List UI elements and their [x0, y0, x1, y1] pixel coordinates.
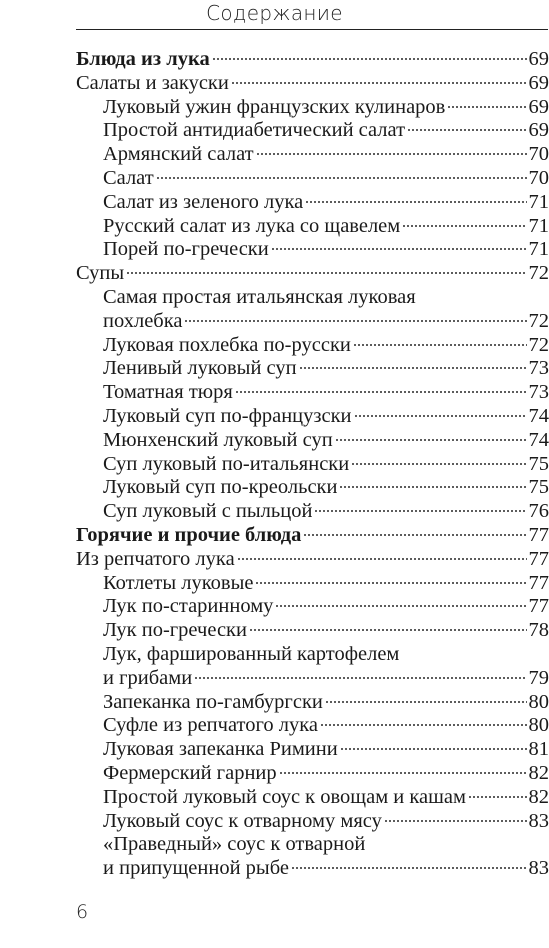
toc-entry-title: Луковый соус к отварному мясу	[103, 809, 382, 832]
toc-entry[interactable]	[76, 691, 549, 715]
toc-entry-page-number: 80	[528, 690, 549, 713]
toc-entry[interactable]	[76, 857, 549, 881]
toc-entry[interactable]	[76, 262, 549, 286]
dot-leader	[402, 224, 526, 228]
toc-entry-title: Запеканка по-гамбургски	[103, 690, 323, 713]
toc-entry[interactable]	[76, 524, 549, 548]
dot-leader	[212, 57, 527, 61]
toc-entry-title: и грибами	[103, 666, 193, 689]
toc-entry[interactable]	[76, 429, 549, 453]
toc-entry-title: Луковая похлебка по-русски	[103, 333, 351, 356]
toc-entry-title: «Праведный» соус к отварной	[103, 833, 366, 856]
dot-leader	[279, 771, 527, 775]
toc-entry-page-number: 72	[528, 333, 549, 356]
dot-leader	[468, 795, 527, 799]
toc-entry-title: Горячие и прочие блюда	[76, 523, 302, 546]
dot-leader	[194, 676, 526, 680]
toc-entry-title: Луковый ужин французских кулинаров	[103, 95, 446, 118]
toc-entry-page-number: 82	[528, 761, 549, 784]
toc-entry[interactable]	[76, 643, 549, 667]
dot-leader	[407, 128, 526, 132]
toc-entry-page-number: 72	[528, 309, 549, 332]
toc-entry-page-number: 77	[528, 547, 549, 570]
toc-entry-page-number: 69	[528, 71, 549, 94]
toc-entry[interactable]	[76, 310, 549, 334]
toc-entry-page-number: 77	[528, 571, 549, 594]
toc-entry-page-number: 73	[528, 381, 549, 404]
toc-entry-page-number: 75	[528, 476, 549, 499]
toc-entry[interactable]	[76, 453, 549, 477]
toc-entry-page-number: 77	[528, 523, 549, 546]
dot-leader	[339, 485, 526, 489]
toc-entry[interactable]	[76, 72, 549, 96]
toc-entry-page-number: 72	[528, 262, 549, 285]
dot-leader	[275, 604, 526, 608]
toc-entry-page-number: 81	[528, 738, 549, 761]
toc-entry-title: Лук по-старинному	[103, 595, 274, 618]
toc-entry-page-number: 75	[528, 452, 549, 475]
toc-entry-title: и припущенной рыбе	[103, 857, 289, 880]
toc-entry-title: Армянский салат	[103, 143, 254, 166]
dot-leader	[351, 462, 526, 466]
toc-entry-title: Луковый суп по-французски	[103, 404, 352, 427]
toc-entry-page-number: 79	[528, 666, 549, 689]
toc-entry-title: Фермерский гарнир	[103, 761, 277, 784]
dot-leader	[314, 509, 526, 513]
toc-entry-title: Луковый суп по-креольски	[103, 476, 338, 499]
toc-entry-page-number: 70	[528, 166, 549, 189]
dot-leader	[320, 723, 527, 727]
toc-entry[interactable]	[76, 762, 549, 786]
toc-entry[interactable]	[76, 476, 549, 500]
toc-entry[interactable]	[76, 738, 549, 762]
dot-leader	[325, 700, 527, 704]
dot-leader	[231, 81, 527, 85]
toc-entry-page-number: 76	[528, 500, 549, 523]
toc-entry[interactable]	[76, 334, 549, 358]
toc-entry-title: Котлеты луковые	[103, 571, 254, 594]
toc-entry[interactable]	[76, 500, 549, 524]
toc-entry[interactable]	[76, 405, 549, 429]
toc-entry-page-number: 71	[528, 238, 549, 261]
toc-entry-title: Салаты и закуски	[76, 71, 229, 94]
toc-entry-page-number: 74	[528, 404, 549, 427]
toc-entry-page-number: 80	[528, 714, 549, 737]
toc-entry-title: похлебка	[103, 309, 183, 332]
table-of-contents	[76, 48, 549, 881]
dot-leader	[184, 319, 526, 323]
toc-entry-title: Суфле из репчатого лука	[103, 714, 318, 737]
toc-entry-title: Самая простая итальянская луковая	[103, 285, 416, 308]
dot-leader	[447, 105, 526, 109]
toc-entry-page-number: 71	[528, 190, 549, 213]
toc-entry-title: Из репчатого лука	[76, 547, 235, 570]
toc-entry-page-number: 83	[528, 809, 549, 832]
toc-entry[interactable]	[76, 595, 549, 619]
toc-entry-title: Салат	[103, 166, 154, 189]
dot-leader	[340, 747, 527, 751]
toc-entry[interactable]	[76, 619, 549, 643]
toc-entry-page-number: 69	[528, 48, 549, 70]
dot-leader	[384, 819, 527, 823]
dot-leader	[235, 390, 527, 394]
toc-entry-title: Суп луковый с пыльцой	[103, 500, 313, 523]
toc-entry-title: Русский салат из лука со щавелем	[103, 214, 401, 237]
page-number: 6	[76, 901, 89, 923]
toc-entry[interactable]	[76, 548, 549, 572]
toc-entry-page-number: 83	[528, 857, 549, 880]
toc-entry-page-number: 71	[528, 214, 549, 237]
dot-leader	[353, 343, 527, 347]
toc-entry-title: Луковая запеканка Римини	[103, 738, 338, 761]
toc-entry-title: Мюнхенский луковый суп	[103, 428, 333, 451]
toc-entry[interactable]	[76, 786, 549, 810]
toc-entry[interactable]	[76, 381, 549, 405]
page-header	[0, 0, 549, 30]
toc-entry-title: Ленивый луковый суп	[103, 357, 297, 380]
dot-leader	[249, 628, 527, 632]
toc-entry-page-number: 69	[528, 95, 549, 118]
dot-leader	[354, 414, 527, 418]
toc-entry-title: Супы	[76, 262, 125, 285]
toc-entry-page-number: 70	[528, 143, 549, 166]
toc-entry-title: Порей по-гречески	[103, 238, 269, 261]
toc-entry[interactable]	[76, 833, 549, 857]
dot-leader	[126, 271, 526, 275]
dot-leader	[335, 438, 527, 442]
dot-leader	[271, 247, 527, 251]
dot-leader	[305, 200, 526, 204]
toc-entry-page-number: 78	[528, 619, 549, 642]
toc-entry-title: Простой луковый соус к овощам и кашам	[103, 785, 466, 808]
toc-entry[interactable]	[76, 48, 549, 72]
toc-entry-title: Простой антидиабетический салат	[103, 119, 406, 142]
toc-entry-title: Суп луковый по-итальянски	[103, 452, 350, 475]
toc-entry[interactable]	[76, 714, 549, 738]
toc-entry[interactable]	[76, 143, 549, 167]
toc-entry[interactable]	[76, 215, 549, 239]
header-divider	[76, 29, 548, 30]
toc-entry-page-number: 77	[528, 595, 549, 618]
dot-leader	[237, 557, 527, 561]
toc-entry[interactable]	[76, 119, 549, 143]
toc-entry-page-number: 73	[528, 357, 549, 380]
toc-entry-title: Блюда из лука	[76, 48, 210, 70]
toc-entry[interactable]	[76, 572, 549, 596]
dot-leader	[291, 866, 527, 870]
toc-entry[interactable]	[76, 238, 549, 262]
dot-leader	[256, 152, 527, 156]
toc-entry-title: Лук по-гречески	[103, 619, 247, 642]
toc-entry[interactable]	[76, 810, 549, 834]
toc-entry[interactable]	[76, 357, 549, 381]
toc-entry-page-number: 82	[528, 785, 549, 808]
dot-leader	[299, 366, 527, 370]
dot-leader	[156, 176, 527, 180]
dot-leader	[303, 533, 526, 537]
toc-entry-title: Салат из зеленого лука	[103, 190, 304, 213]
toc-entry-page-number: 74	[528, 428, 549, 451]
toc-entry-title: Томатная тюря	[103, 381, 233, 404]
toc-entry-title: Лук, фаршированный картофелем	[103, 642, 400, 665]
toc-entry[interactable]	[76, 167, 549, 191]
toc-entry[interactable]	[76, 96, 549, 120]
toc-entry[interactable]	[76, 286, 549, 310]
page-title: Содержание	[206, 1, 343, 25]
toc-entry[interactable]	[76, 191, 549, 215]
toc-entry-page-number: 69	[528, 119, 549, 142]
toc-entry[interactable]	[76, 667, 549, 691]
dot-leader	[255, 581, 526, 585]
